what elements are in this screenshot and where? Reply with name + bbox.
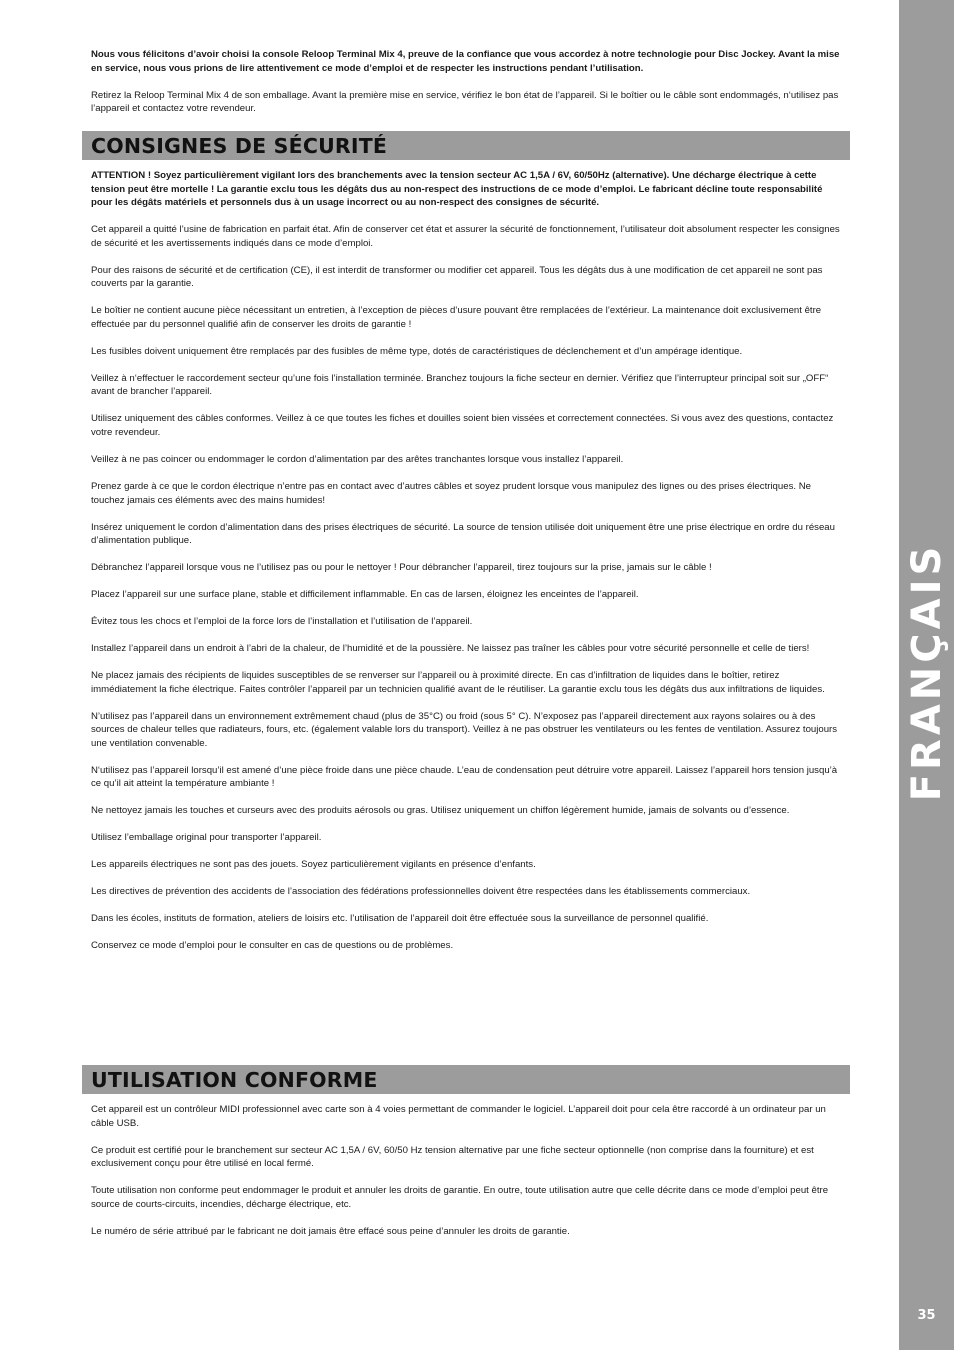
safety-paragraph: Veillez à n‘effectuer le raccordement secteur qu’une fois l’installation terminée. Branchez toujours la fiche secteur en dernier. Vérifiez que l’interrupteur principal soit sur „OFF“ avant de brancher l’appareil. bbox=[91, 372, 829, 398]
safety-paragraph: Les directives de prévention des accidents de l’association des fédérations professionnelles doivent être respectées dans les établissements commerciaux. bbox=[91, 886, 751, 898]
safety-paragraph: Veillez à ne pas coincer ou endommager le cordon d’alimentation par des arêtes tranchantes lorsque vous installez l’appareil. bbox=[91, 454, 624, 466]
usage-heading-bar bbox=[82, 1065, 850, 1094]
usage-heading: UTILISATION CONFORME bbox=[91, 1068, 378, 1092]
usage-paragraph: Ce produit est certifié pour le branchement sur secteur AC 1,5A / 6V, 60/50 Hz tension alternative par une fiche secteur optionnelle (non comprise dans la fourniture) et est exclusivement conçu pour être utilisé en local fermé. bbox=[91, 1144, 814, 1170]
safety-paragraph: Dans les écoles, instituts de formation, ateliers de loisirs etc. l’utilisation de l’appareil doit être effectuée sous la surveillance de personnel qualifié. bbox=[91, 913, 709, 925]
usage-paragraph: Cet appareil est un contrôleur MIDI professionnel avec carte son à 4 voies permettant de commander le logiciel. L’appareil doit pour cela être raccordé à un ordinateur par un câble USB. bbox=[91, 1104, 826, 1129]
safety-paragraph: Les fusibles doivent uniquement être remplacés par des fusibles de même type, dotés de caractéristiques de déclenchement et d’un ampérage identique. bbox=[91, 345, 743, 357]
safety-paragraph: N’utilisez pas l’appareil dans un environnement extrêmement chaud (plus de 35°C) ou froid (sous 5° C). N’exposez pas l’appareil directement aux rayons solaires ou à des sources de chaleur telles que radiateurs, fours, etc. (également valable lors du transport). Veillez à ne pas obstruer les ventilateurs ou les fentes de ventilation. Assurez toujours une ventilation convenable. bbox=[91, 710, 838, 749]
intro-paragraph: Retirez la Reloop Terminal Mix 4 de son emballage. Avant la première mise en service, vérifiez le bon état de l’appareil. Si le boîtier ou le câble sont endommagés, n‘utilisez pas l’appareil et contactez votre revendeur. bbox=[91, 89, 839, 115]
safety-paragraph: Cet appareil a quitté l’usine de fabrication en parfait état. Afin de conserver cet état et assurer la sécurité de fonctionnement, l’utilisateur doit absolument respecter les consignes de sécurité et les avertissements indiqués dans ce mode d’emploi. bbox=[91, 224, 840, 249]
safety-paragraph: Ne placez jamais des récipients de liquides susceptibles de se renverser sur l’appareil ou à proximité directe. En cas d’infiltration de liquides dans le boîtier, retirez immédiatement la fiche électrique. Faites contrôler l’appareil par un technicien qualifié avant de le réutiliser. La garantie exclu tous les dégâts dus aux infiltrations de liquides. bbox=[91, 670, 825, 695]
safety-paragraph: N‘utilisez pas l’appareil lorsqu’il est amené d’une pièce froide dans une pièce chaude. L’eau de condensation peut détruire votre appareil. Laissez l’appareil hors tension jusqu’à ce qu’il ait atteint la température ambiante ! bbox=[91, 764, 838, 790]
safety-paragraph: Les appareils électriques ne sont pas des jouets. Soyez particulièrement vigilants en présence d’enfants. bbox=[91, 859, 536, 871]
intro-section bbox=[91, 48, 843, 129]
safety-paragraph: Conservez ce mode d’emploi pour le consulter en cas de questions ou de problèmes. bbox=[91, 940, 454, 952]
safety-paragraph: Prenez garde à ce que le cordon électrique n’entre pas en contact avec d’autres câbles et soyez prudent lorsque vous manipulez des lignes ou des prises électriques. Ne touchez jamais ces éléments avec des mains humides! bbox=[91, 481, 811, 506]
safety-paragraph: Ne nettoyez jamais les touches et curseurs avec des produits aérosols ou gras. Utilisez uniquement un chiffon légèrement humide, jamais de solvants ou d’essence. bbox=[91, 805, 790, 817]
safety-paragraph: Débranchez l’appareil lorsque vous ne l’utilisez pas ou pour le nettoyer ! Pour débrancher l’appareil, tirez toujours sur la prise, jamais sur le câble ! bbox=[91, 562, 712, 574]
safety-paragraph: Installez l’appareil dans un endroit à l’abri de la chaleur, de l’humidité et de la poussière. Ne laissez pas traîner les câbles pour votre sécurité personnelle et celle de tiers! bbox=[91, 643, 810, 655]
safety-attention: ATTENTION ! Soyez particulièrement vigilant lors des branchements avec la tension secteur AC 1,5A / 6V, 60/50Hz (alternative). Une décharge électrique à cette tension peut être mortelle ! La garantie exclu tous les dégâts dus au non-respect des instructions de ce mode d’emploi. Le fabricant décline toute responsabilité pour les dégâts matériels et personnels dus à un usage incorrect ou au non-respect des consignes de sécurité. bbox=[91, 170, 823, 209]
safety-paragraph: Placez l’appareil sur une surface plane, stable et difficilement inflammable. En cas de larsen, éloignez les enceintes de l’appareil. bbox=[91, 589, 639, 601]
safety-paragraph: Insérez uniquement le cordon d’alimentation dans des prises électriques de sécurité. La source de tension utilisée doit uniquement être une prise électrique en ordre du réseau d’alimentation publique. bbox=[91, 521, 835, 547]
safety-paragraph: Utilisez uniquement des câbles conformes. Veillez à ce que toutes les fiches et douilles soient bien vissées et correctement connectées. Si vous avez des questions, contactez votre revendeur. bbox=[91, 413, 834, 439]
safety-paragraph: Pour des raisons de sécurité et de certification (CE), il est interdit de transformer ou modifier cet appareil. Tous les dégâts dus à une modification de cet appareil ne sont pas couverts par la garantie. bbox=[91, 264, 823, 290]
safety-heading-bar bbox=[82, 131, 850, 160]
usage-paragraph: Le numéro de série attribué par le fabricant ne doit jamais être effacé sous peine d’annuler les droits de garantie. bbox=[91, 1225, 570, 1237]
safety-paragraph: Le boîtier ne contient aucune pièce nécessitant un entretien, à l’exception de pièces d’usure pouvant être remplacées de l’extérieur. La maintenance doit exclusivement être effectuée par du personnel qualifié afin de conserver les droits de garantie ! bbox=[91, 305, 822, 330]
safety-paragraph: Utilisez l’emballage original pour transporter l’appareil. bbox=[91, 832, 322, 844]
usage-section bbox=[91, 1103, 843, 1252]
page-number: 35 bbox=[917, 1308, 936, 1323]
language-label: FRANÇAIS bbox=[904, 542, 950, 802]
usage-paragraph: Toute utilisation non conforme peut endommager le produit et annuler les droits de garantie. En outre, toute utilisation autre que celle décrite dans ce mode d’emploi peut être source de courts-circuits, incendies, décharge électrique, etc. bbox=[91, 1185, 829, 1210]
safety-heading: CONSIGNES DE SÉCURITÉ bbox=[91, 134, 388, 158]
safety-paragraph: Évitez tous les chocs et l’emploi de la force lors de l’installation et l’utilisation de l’appareil. bbox=[91, 616, 473, 628]
safety-section bbox=[91, 169, 843, 966]
intro-bold-paragraph: Nous vous félicitons d’avoir choisi la console Reloop Terminal Mix 4, preuve de la confiance que vous accordez à notre technologie pour Disc Jockey. Avant la mise en service, nous vous prions de lire attentivement ce mode d’emploi et de respecter les instructions pendant l’utilisation. bbox=[91, 49, 840, 74]
